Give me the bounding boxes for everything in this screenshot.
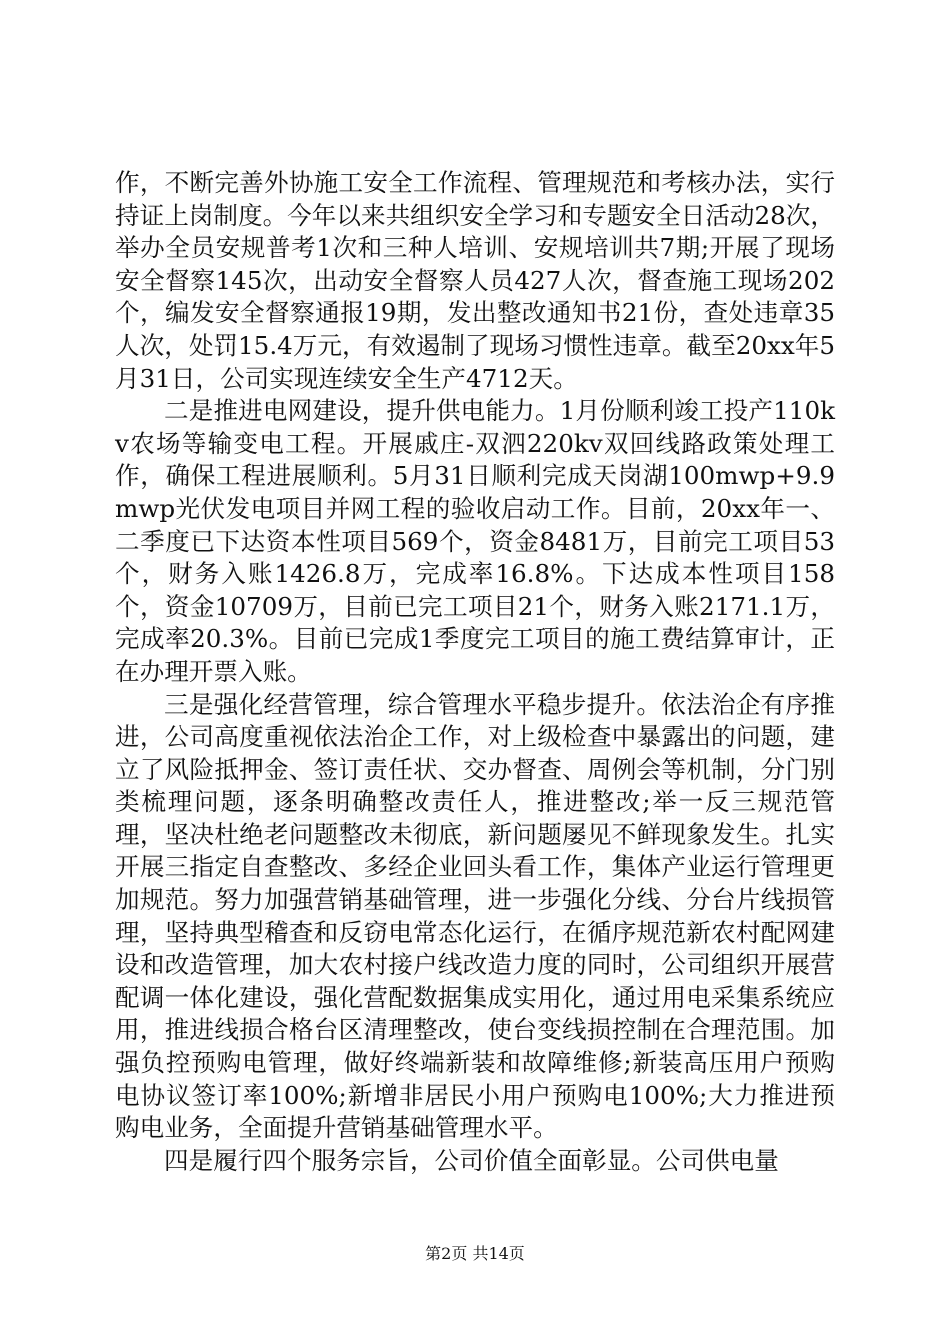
paragraph-service-principles: 四是履行四个服务宗旨，公司价值全面彰显。公司供电量 [164,1145,779,1175]
document-body [115,167,835,1177]
paragraph-operations-management: 三是强化经营管理，综合管理水平稳步提升。依法治企有序推进，公司高度重视依法治企工作，对上级检查中暴露出的问题，建立了风险抵押金、签订责任状、交办督查、周例会等机制，分门别类梳理问题，逐条明确整改责任人，推进整改;举一反三规范管理，坚决杜绝老问题整改未彻底，新问题屡见不鲜现象发生。扎实开展三指定自查整改、多经企业回头看工作，集体产业运行管理更加规范。努力加强营销基础管理，进一步强化分线、分台片线损管理，坚持典型稽查和反窃电常态化运行，在循序规范新农村配网建设和改造管理，加大农村接户线改造力度的同时，公司组织开展营配调一体化建设，强化营配数据集成实用化，通过用电采集系统应用，推进线损合格台区清理整改，使台变线损控制在合理范围。加强负控预购电管理，做好终端新装和故障维修;新装高压用户预购电协议签订率100%;新增非居民小用户预购电100%;大力推进预购电业务，全面提升营销基础管理水平。 [115,689,835,1143]
paragraph-grid-construction: 二是推进电网建设，提升供电能力。1月份顺利竣工投产110kv农场等输变电工程。开展戚庄-双泗220kv双回线路政策处理工作，确保工程进展顺利。5月31日顺利完成天岗湖100mwp+9.9mwp光伏发电项目并网工程的验收启动工作。目前，20xx年一、二季度已下达资本性项目569个，资金8481万，目前完工项目53个，财务入账1426.8万，完成率16.8%。下达成本性项目158个，资金10709万，目前已完工项目21个，财务入账2171.1万，完成率20.3%。目前已完成1季度完工项目的施工费结算审计，正在办理开票入账。 [115,396,835,686]
page-footer: 第2页 共14页 [425,1244,525,1263]
paragraph-safety-continued: 作，不断完善外协施工安全工作流程、管理规范和考核办法，实行持证上岗制度。今年以来共组织安全学习和专题安全日活动28次，举办全员安规普考1次和三种人培训、安规培训共7期;开展了现场安全督察145次，出动安全督察人员427人次，督查施工现场202个，编发安全督察通报19期，发出整改通知书21份，查处违章35人次，处罚15.4万元，有效遏制了现场习惯性违章。截至20xx年5月31日，公司实现连续安全生产4712天。 [115,168,835,393]
